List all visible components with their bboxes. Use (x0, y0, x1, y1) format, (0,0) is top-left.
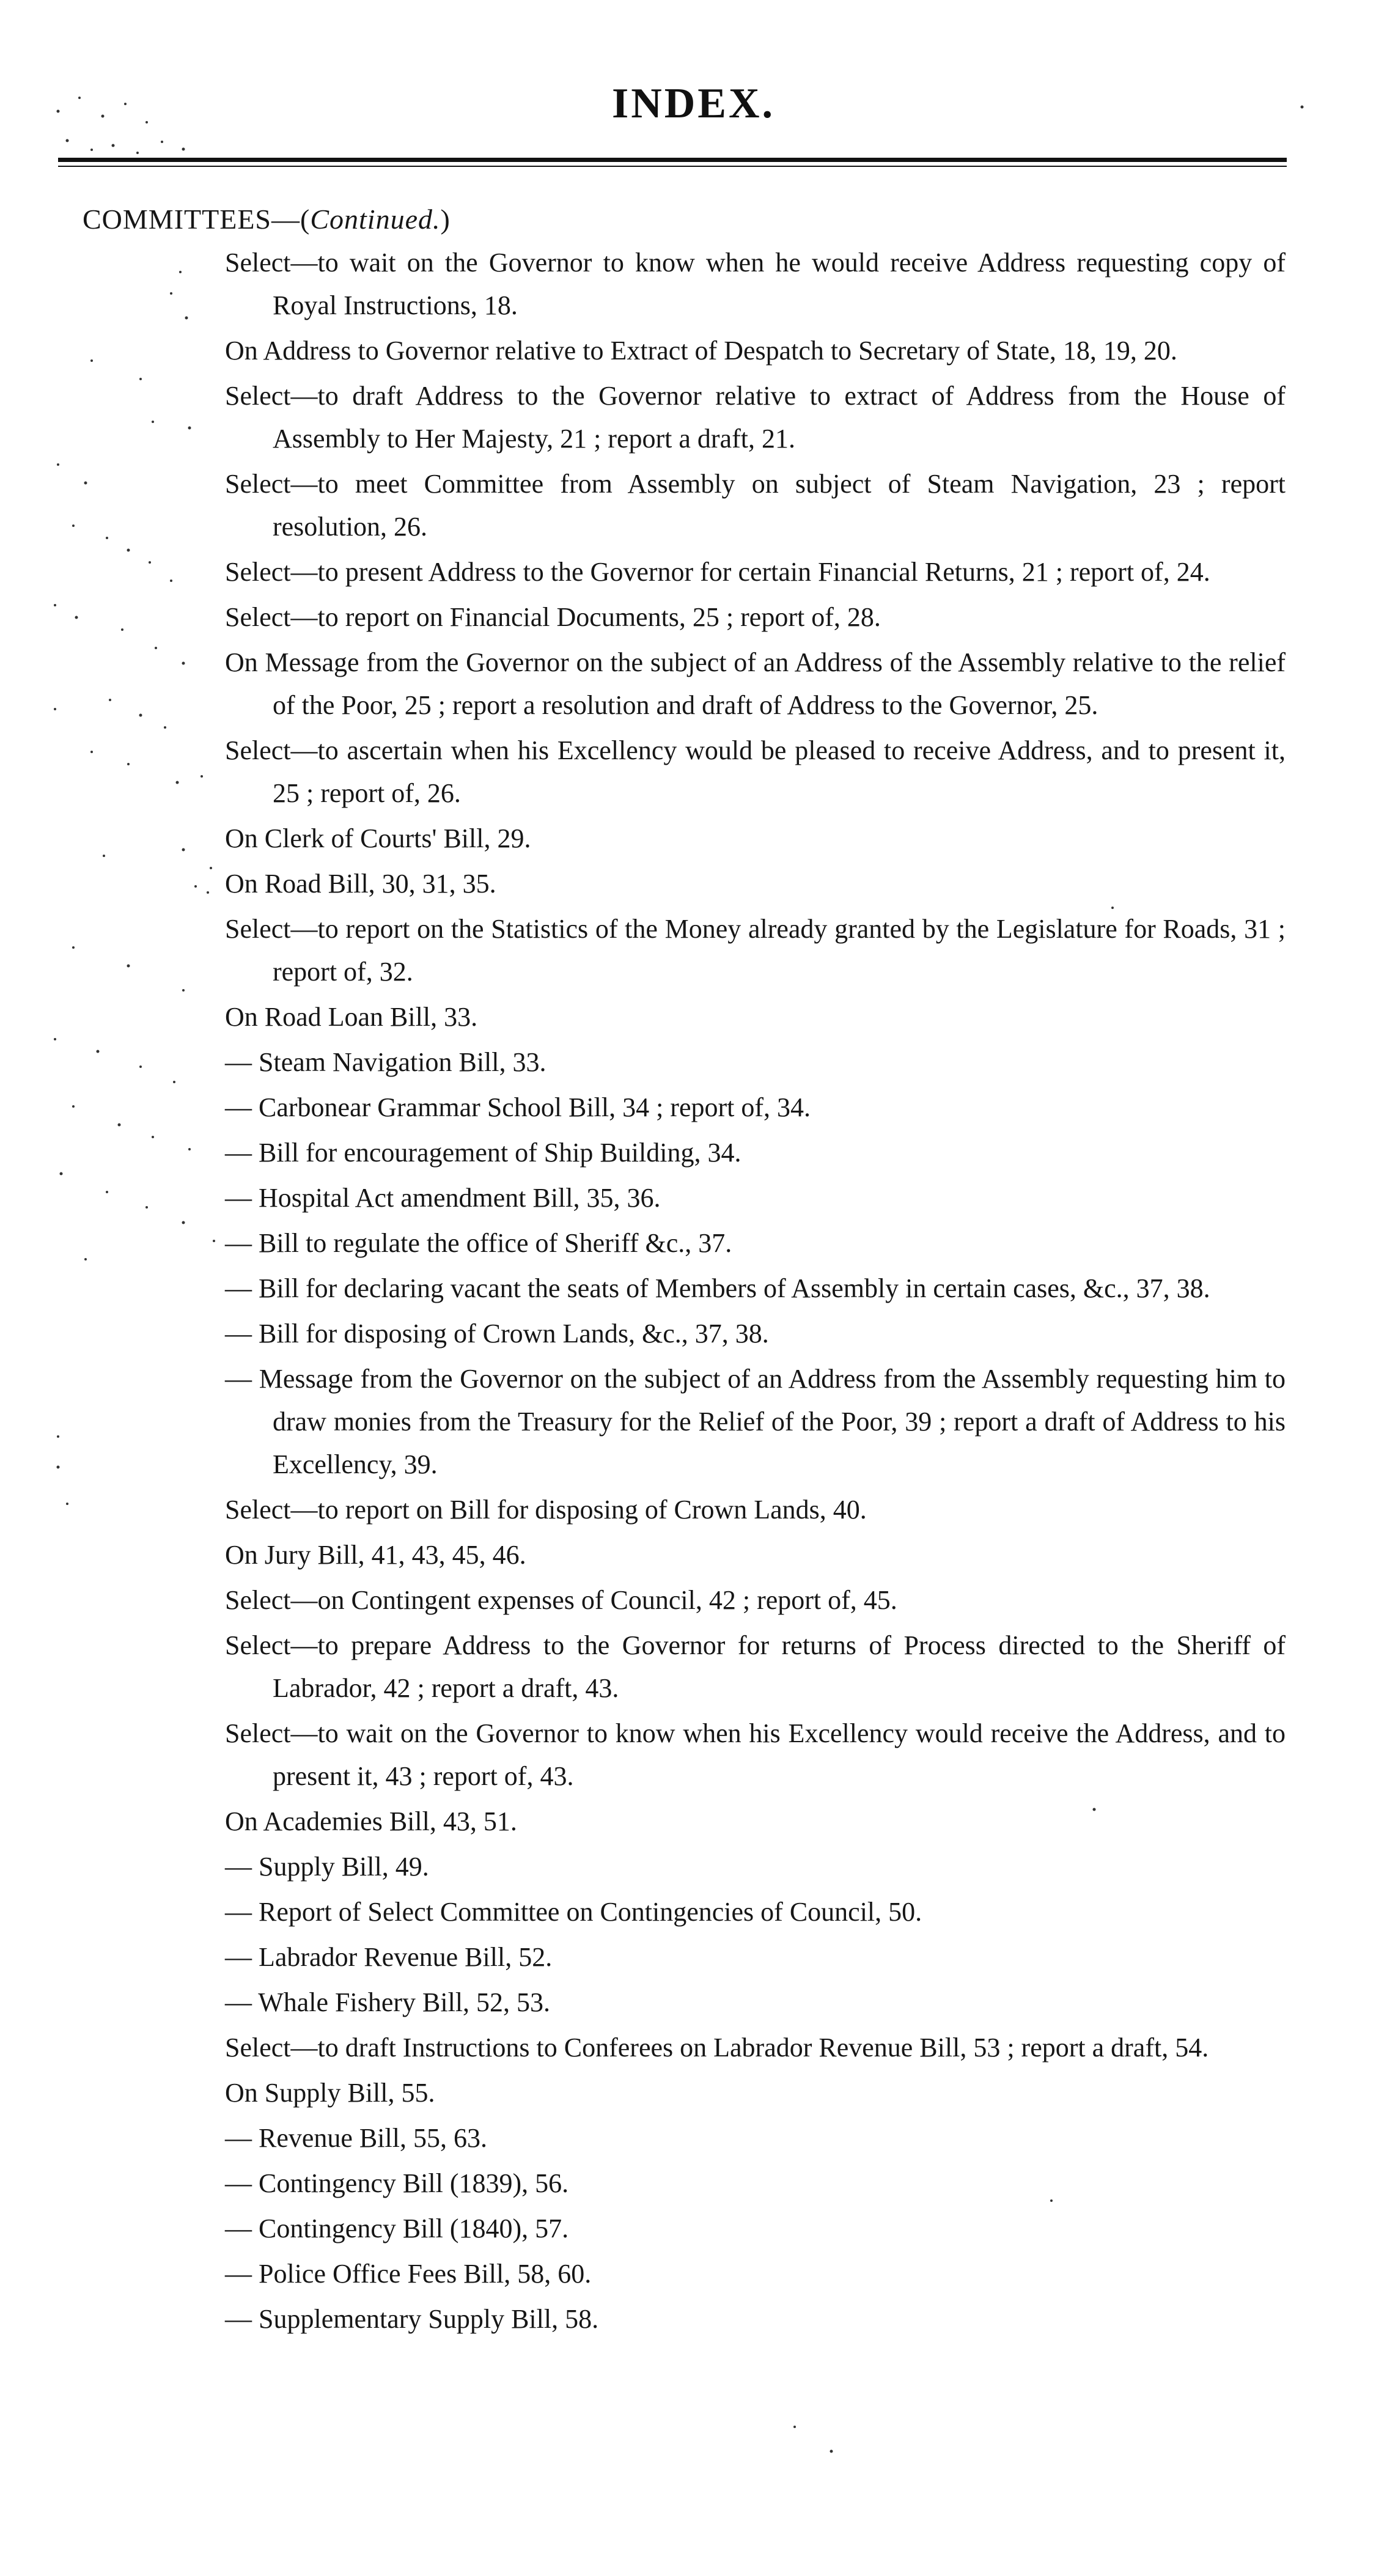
index-entry: Select—to report on the Statistics of the Money already granted by the Legislature for Roads, 31 ; report of, 32. (225, 914, 1286, 987)
index-entry: Select—to prepare Address to the Governor for returns of Process directed to the Sheriff of Labrador, 42 ; report a draft, 43. (225, 1630, 1286, 1703)
index-entry: Select—to draft Instructions to Conferees on Labrador Revenue Bill, 53 ; report a draft, 54. (225, 2033, 1209, 2063)
index-entry: Select—to report on Bill for disposing of Crown Lands, 40. (225, 1495, 867, 1525)
index-entry: — Police Office Fees Bill, 58, 60. (225, 2259, 592, 2289)
index-entry: — Bill to regulate the office of Sheriff &c., 37. (225, 1228, 732, 1258)
header-rule-thick (58, 158, 1287, 162)
index-entry: — Contingency Bill (1840), 57. (225, 2214, 569, 2243)
index-entry: — Hospital Act amendment Bill, 35, 36. (225, 1183, 661, 1213)
index-entry: Select—to ascertain when his Excellency would be pleased to receive Address, and to present it, 25 ; report of, 26. (225, 735, 1286, 808)
index-entry: — Supply Bill, 49. (225, 1852, 429, 1882)
section-heading-continued: Continued. (310, 204, 441, 235)
page-title: INDEX. (611, 80, 776, 127)
header-rule-thin (58, 166, 1287, 167)
index-entry: On Road Loan Bill, 33. (225, 1002, 478, 1032)
index-entry: Select—to present Address to the Governor for certain Financial Returns, 21 ; report of, 24. (225, 557, 1210, 587)
index-entry: Select—to wait on the Governor to know when he would receive Address requesting copy of Royal Instructions, 18. (225, 248, 1286, 320)
index-entry: — Labrador Revenue Bill, 52. (225, 1942, 553, 1972)
section-heading-main: COMMITTEES—( (83, 204, 311, 235)
index-entry: Select—to wait on the Governor to know when his Excellency would receive the Address, and to present it, 43 ; report of, 43. (225, 1718, 1286, 1791)
index-entry: On Academies Bill, 43, 51. (225, 1806, 517, 1836)
index-entry: Select—to draft Address to the Governor relative to extract of Address from the House of Assembly to Her Majesty, 21 ; report a draft, 21. (225, 381, 1286, 454)
index-entry: On Supply Bill, 55. (225, 2078, 435, 2108)
index-entry: — Contingency Bill (1839), 56. (225, 2168, 569, 2198)
index-entry: — Report of Select Committee on Contingencies of Council, 50. (225, 1897, 922, 1927)
index-entry: — Message from the Governor on the subject of an Address from the Assembly requesting him to draw monies from the Treasury for the Relief of the Poor, 39 ; report a draft of Address to his Excellency, 39. (225, 1364, 1286, 1479)
index-entry: On Jury Bill, 41, 43, 45, 46. (225, 1540, 526, 1570)
index-entry: Select—to meet Committee from Assembly on subject of Steam Navigation, 23 ; report resolution, 26. (225, 469, 1286, 542)
index-entry: Select—on Contingent expenses of Council, 42 ; report of, 45. (225, 1585, 897, 1615)
index-entry: Select—to report on Financial Documents, 25 ; report of, 28. (225, 602, 881, 632)
index-entry: — Carbonear Grammar School Bill, 34 ; report of, 34. (225, 1092, 811, 1122)
index-entry: On Address to Governor relative to Extract of Despatch to Secretary of State, 18, 19, 20. (225, 336, 1177, 366)
index-entry: — Revenue Bill, 55, 63. (225, 2123, 487, 2153)
section-heading-close: ) (440, 204, 451, 235)
index-entry: On Clerk of Courts' Bill, 29. (225, 823, 531, 853)
index-entry: — Bill for encouragement of Ship Building, 34. (225, 1138, 741, 1168)
section-heading (83, 203, 451, 235)
index-entry-list (225, 241, 1286, 2343)
index-entry: — Bill for disposing of Crown Lands, &c., 37, 38. (225, 1319, 769, 1349)
index-entry: — Bill for declaring vacant the seats of Members of Assembly in certain cases, &c., 37, 38. (225, 1273, 1210, 1303)
index-entry: On Message from the Governor on the subject of an Address of the Assembly relative to the relief of the Poor, 25 ; report a resolution and draft of Address to the Governor, 25. (225, 647, 1286, 720)
index-entry: — Whale Fishery Bill, 52, 53. (225, 1987, 551, 2017)
index-entry: On Road Bill, 30, 31, 35. (225, 869, 496, 899)
index-entry: — Steam Navigation Bill, 33. (225, 1047, 546, 1077)
index-entry: — Supplementary Supply Bill, 58. (225, 2304, 599, 2334)
